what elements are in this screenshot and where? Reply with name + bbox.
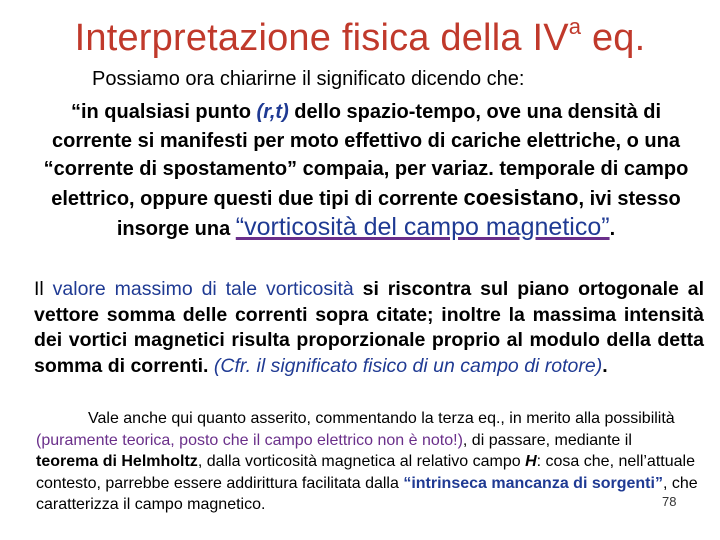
rotore-reference: (Cfr. il significato fisico di un campo di rotore) [213,354,603,377]
title-text: Interpretazione fisica della IV [74,17,569,59]
title-tail: eq. [581,17,646,59]
p1-text-a: “in qualsiasi punto [70,101,257,123]
field-h-symbol: H [525,453,537,470]
intro-sentence: Possiamo ora chiarirne il significato dicendo che: [92,68,525,90]
p3-text-d: : cosa che, nell’attuale contesto, parrebbe essere addirittura facilitata dalla [36,453,695,492]
slide-title [0,14,720,60]
title-superscript: a [568,14,582,39]
max-value-phrase: valore massimo di tale vorticosità [52,278,354,300]
theoretical-note: (puramente teorica, posto che il campo elettrico non è noto!) [36,431,463,449]
space-time-point: (r,t) [256,101,289,123]
helmholtz-theorem: teorema di Helmholtz [36,453,198,470]
p3-text-e: , che caratterizza il campo magnetico. [36,474,698,513]
p3-text-a: Vale anche qui quanto asserito, commentando la terza eq., in merito alla possibilità [88,410,675,427]
p1-text-b: dello spazio-tempo, ove una densità di corrente si manifesti per moto effettivo di cariche elettriche, o una “corrente di spostamento” compaia, per variaz. temporale di campo elettrico, oppure questi due tipi di corrente [43,101,689,210]
p3-text-c: , dalla vorticosità magnetica al relativo campo [197,453,526,470]
p1-text-d: . [609,218,616,240]
vorticity-phrase: “vorticosità del campo magnetico” [235,213,610,241]
maximum-value-paragraph [34,277,704,379]
page-number: 78 [662,494,677,509]
p1-text-c: , ivi stesso insorge una [116,187,681,240]
coesistano-word: coesistano [463,184,579,210]
helmholtz-paragraph [36,408,698,516]
no-sources-quote: “intrinseca mancanza di sorgenti” [403,474,663,492]
p2-mid: si riscontra sul piano ortogonale al vettore somma delle correnti sopra citate; inoltre la massima intensità dei vortici magnetici risulta proporzionale proprio al modulo della detta somma di correnti. [34,278,705,377]
p2-pre: Il [34,278,53,300]
p3-text-b: , di passare, mediante il [462,431,632,449]
quoted-statement [30,98,702,244]
p2-end: . [602,354,608,377]
